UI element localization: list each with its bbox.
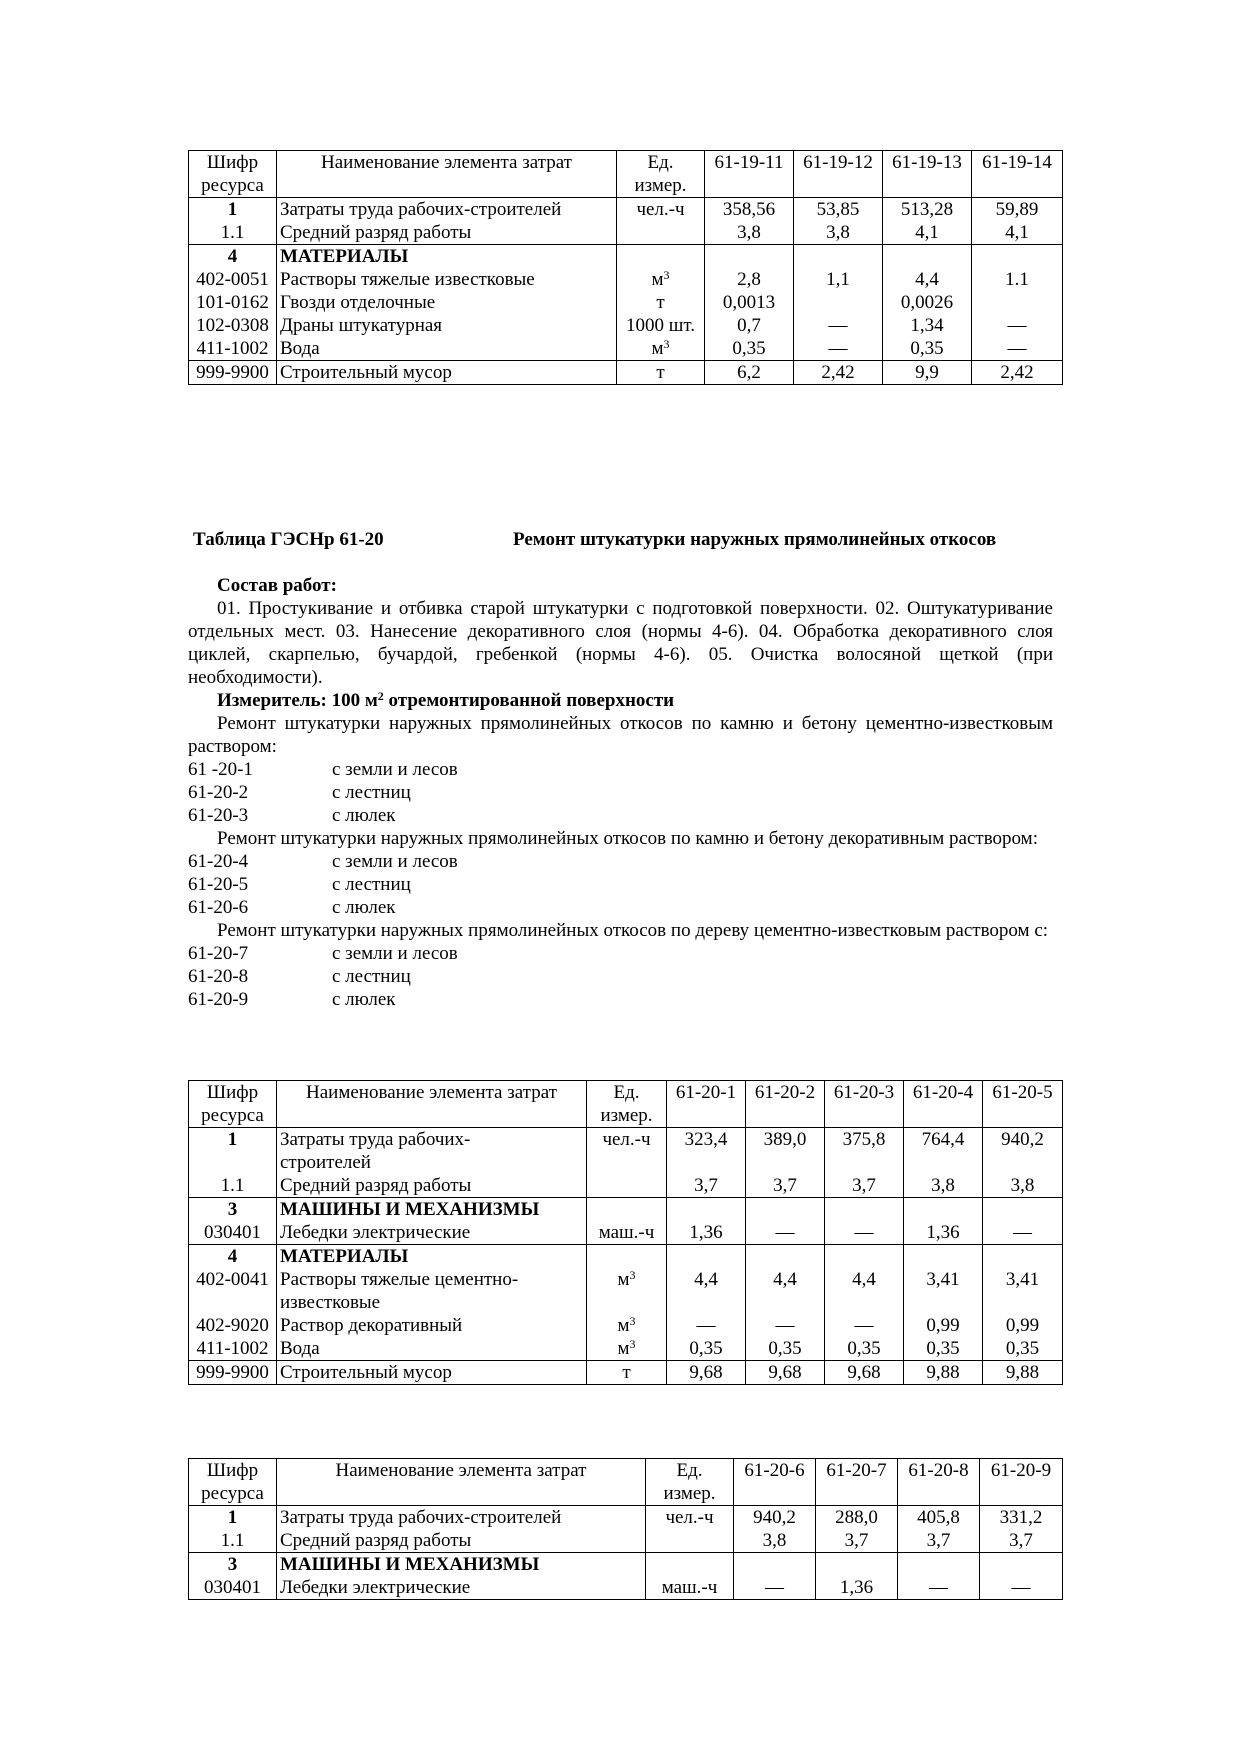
row-value: 6,2 <box>705 361 794 385</box>
row-value: 3,41 <box>904 1268 983 1314</box>
table-row <box>189 221 1063 245</box>
row-name: Затраты труда рабочих-строителей <box>277 1506 646 1530</box>
header-unit: Ед. измер. <box>587 1081 667 1128</box>
row-value: 331,2 <box>980 1506 1063 1530</box>
row-value: 0,0026 <box>883 291 972 314</box>
list-item: 61-20-8 с лестниц <box>188 966 411 987</box>
row-value: 4,1 <box>883 221 972 245</box>
row-code: 1.1 <box>189 1174 277 1198</box>
row-code: 999-9900 <box>189 1361 277 1385</box>
row-value: 1.1 <box>972 268 1063 291</box>
header-code: Шифр ресурса <box>189 1459 277 1506</box>
row-value: — <box>667 1314 746 1337</box>
row-value: 0,0013 <box>705 291 794 314</box>
row-name: Растворы тяжелые цементно- известковые <box>277 1268 587 1314</box>
row-code: 411-1002 <box>189 337 277 361</box>
header-unit: Ед. измер. <box>617 151 705 198</box>
row-unit: маш.-ч <box>587 1221 667 1245</box>
row-value: 4,4 <box>667 1268 746 1314</box>
row-value: 3,7 <box>816 1529 898 1553</box>
row-value: 288,0 <box>816 1506 898 1530</box>
row-name: МАТЕРИАЛЫ <box>277 1245 587 1269</box>
row-value: 3,8 <box>794 221 883 245</box>
table-row <box>189 198 1063 222</box>
row-name: Средний разряд работы <box>277 1174 587 1198</box>
header-name: Наименование элемента затрат <box>277 1459 646 1506</box>
row-value: 1,36 <box>667 1221 746 1245</box>
row-name: Средний разряд работы <box>277 221 617 245</box>
row-name: Средний разряд работы <box>277 1529 646 1553</box>
row-value: 513,28 <box>883 198 972 222</box>
table-code: Таблица ГЭСНр 61-20 <box>193 529 384 550</box>
row-code: 4 <box>189 245 277 269</box>
row-value: 4,1 <box>972 221 1063 245</box>
header-col: 61-20-4 <box>904 1081 983 1128</box>
row-value: 3,7 <box>898 1529 980 1553</box>
list-item: 61-20-9 с люлек <box>188 989 396 1010</box>
row-name: Лебедки электрические <box>277 1576 646 1600</box>
row-code: 999-9900 <box>189 361 277 385</box>
row-value: 1,1 <box>794 268 883 291</box>
row-value: — <box>898 1576 980 1600</box>
row-value: 0,7 <box>705 314 794 337</box>
row-value: 4,4 <box>825 1268 904 1314</box>
row-value: 0,35 <box>825 1337 904 1361</box>
resource-table-61-20-b <box>188 1458 1063 1600</box>
composition-heading: Состав работ: <box>217 575 337 596</box>
row-unit: чел.-ч <box>587 1128 667 1175</box>
table-row <box>189 1268 1063 1314</box>
row-unit: $м^3$ <box>617 268 705 291</box>
row-unit: 1000 шт. <box>617 314 705 337</box>
section-body <box>188 574 1053 1011</box>
row-unit: $м^3$ <box>587 1337 667 1361</box>
header-col: 61-20-3 <box>825 1081 904 1128</box>
resource-table-61-19 <box>188 150 1063 385</box>
row-name: Вода <box>277 1337 587 1361</box>
table-row <box>189 1245 1063 1269</box>
row-value <box>794 291 883 314</box>
row-name: Строительный мусор <box>277 1361 587 1385</box>
row-value: 2,42 <box>794 361 883 385</box>
row-code: 030401 <box>189 1221 277 1245</box>
table-row <box>189 1198 1063 1222</box>
row-value: 0,35 <box>904 1337 983 1361</box>
row-value: — <box>746 1221 825 1245</box>
table-row <box>189 245 1063 269</box>
header-name: Наименование элемента затрат <box>277 1081 587 1128</box>
row-unit: чел.-ч <box>617 198 705 222</box>
header-col: 61-20-9 <box>980 1459 1063 1506</box>
row-value: 3,8 <box>904 1174 983 1198</box>
row-value: 3,7 <box>980 1529 1063 1553</box>
row-value: 375,8 <box>825 1128 904 1175</box>
row-value: 59,89 <box>972 198 1063 222</box>
row-value: 940,2 <box>734 1506 816 1530</box>
table-title: Ремонт штукатурки наружных прямолинейных откосов <box>513 529 997 550</box>
table-row <box>189 1128 1063 1175</box>
row-value: — <box>972 337 1063 361</box>
row-value: 1,34 <box>883 314 972 337</box>
row-unit: т <box>617 291 705 314</box>
table-row <box>189 268 1063 291</box>
group-intro: Ремонт штукатурки наружных прямолинейных откосов по камню и бетону цементно-известковым раствором: <box>188 713 1053 757</box>
row-name: Вода <box>277 337 617 361</box>
row-code: 1 <box>189 1128 277 1175</box>
row-value: 3,8 <box>705 221 794 245</box>
row-value: — <box>794 337 883 361</box>
row-value: — <box>825 1314 904 1337</box>
row-value: 9,88 <box>904 1361 983 1385</box>
row-name: МАШИНЫ И МЕХАНИЗМЫ <box>277 1198 587 1222</box>
list-item: 61-20-4 с земли и лесов <box>188 851 458 872</box>
row-unit <box>646 1529 734 1553</box>
header-col: 61-20-8 <box>898 1459 980 1506</box>
composition-text: 01. Простукивание и отбивка старой штукатурки с подготовкой поверхности. 02. Оштукатуривание отдельных мест. 03. Нанесение декоративного слоя (нормы 4-6). 04. Обработка декоративного слоя циклей, скарпелью, бучардой, гребенкой (нормы 4-6). 05. Очистка волосяной щеткой (при необходимости). <box>188 598 1053 688</box>
row-name: Лебедки электрические <box>277 1221 587 1245</box>
row-value: 0,35 <box>667 1337 746 1361</box>
row-value: 9,9 <box>883 361 972 385</box>
table-row <box>189 1529 1063 1553</box>
row-unit: маш.-ч <box>646 1576 734 1600</box>
row-code: 411-1002 <box>189 1337 277 1361</box>
table-header-row <box>189 151 1063 198</box>
header-col: 61-19-14 <box>972 151 1063 198</box>
row-value: — <box>983 1221 1063 1245</box>
table-header-row <box>189 1459 1063 1506</box>
row-value: 4,4 <box>883 268 972 291</box>
table-row <box>189 1314 1063 1337</box>
row-value: 1,36 <box>904 1221 983 1245</box>
header-col: 61-20-7 <box>816 1459 898 1506</box>
row-name: Растворы тяжелые известковые <box>277 268 617 291</box>
table-row <box>189 337 1063 361</box>
row-name: Затраты труда рабочих-строителей <box>277 198 617 222</box>
row-value: 2,8 <box>705 268 794 291</box>
row-unit: т <box>587 1361 667 1385</box>
row-unit: чел.-ч <box>646 1506 734 1530</box>
row-value: 4,4 <box>746 1268 825 1314</box>
row-value: 3,8 <box>734 1529 816 1553</box>
row-code: 030401 <box>189 1576 277 1600</box>
list-item: 61-20-2 с лестниц <box>188 782 411 803</box>
row-value: — <box>746 1314 825 1337</box>
row-code: 1 <box>189 198 277 222</box>
row-value: 3,8 <box>983 1174 1063 1198</box>
row-unit: $м^3$ <box>617 337 705 361</box>
row-value: 0,35 <box>983 1337 1063 1361</box>
header-col: 61-20-6 <box>734 1459 816 1506</box>
row-unit: $м^3$ <box>587 1314 667 1337</box>
row-value: 764,4 <box>904 1128 983 1175</box>
group-intro: Ремонт штукатурки наружных прямолинейных откосов по дереву цементно-известковым раствором с: <box>217 920 1049 941</box>
header-col: 61-19-12 <box>794 151 883 198</box>
row-value: 3,7 <box>746 1174 825 1198</box>
row-name: МАШИНЫ И МЕХАНИЗМЫ <box>277 1553 646 1577</box>
table-row <box>189 1506 1063 1530</box>
header-code: Шифр ресурса <box>189 1081 277 1128</box>
row-code: 402-0051 <box>189 268 277 291</box>
row-name: МАТЕРИАЛЫ <box>277 245 617 269</box>
row-value: 323,4 <box>667 1128 746 1175</box>
row-name: Строительный мусор <box>277 361 617 385</box>
row-value: — <box>825 1221 904 1245</box>
row-value: 3,41 <box>983 1268 1063 1314</box>
group-intro: Ремонт штукатурки наружных прямолинейных откосов по камню и бетону декоративным раствором: <box>217 828 1038 849</box>
row-code: 1 <box>189 1506 277 1530</box>
row-unit <box>617 221 705 245</box>
header-col: 61-20-1 <box>667 1081 746 1128</box>
row-code: 1.1 <box>189 1529 277 1553</box>
header-col: 61-20-5 <box>983 1081 1063 1128</box>
table-header-row <box>189 1081 1063 1128</box>
row-value: 9,88 <box>983 1361 1063 1385</box>
list-item: 61 -20-1 с земли и лесов <box>188 759 458 780</box>
table-row <box>189 291 1063 314</box>
row-name: Затраты труда рабочих- строителей <box>277 1128 587 1175</box>
row-code: 3 <box>189 1553 277 1577</box>
header-col: 61-20-2 <box>746 1081 825 1128</box>
list-item: 61-20-7 с земли и лесов <box>188 943 458 964</box>
row-value: 1,36 <box>816 1576 898 1600</box>
row-value: 0,35 <box>883 337 972 361</box>
list-item: 61-20-5 с лестниц <box>188 874 411 895</box>
resource-table-61-20-a <box>188 1080 1063 1385</box>
row-value: 0,99 <box>983 1314 1063 1337</box>
row-code: 402-0041 <box>189 1268 277 1314</box>
row-value: — <box>972 314 1063 337</box>
row-value: 9,68 <box>667 1361 746 1385</box>
table-row <box>189 1174 1063 1198</box>
row-value: 3,7 <box>825 1174 904 1198</box>
row-value: 940,2 <box>983 1128 1063 1175</box>
row-code: 3 <box>189 1198 277 1222</box>
row-name: Гвозди отделочные <box>277 291 617 314</box>
list-item: 61-20-6 с люлек <box>188 897 396 918</box>
row-unit: $м^3$ <box>587 1268 667 1314</box>
row-value: 0,35 <box>746 1337 825 1361</box>
row-code: 101-0162 <box>189 291 277 314</box>
row-value <box>972 291 1063 314</box>
row-value: 0,99 <box>904 1314 983 1337</box>
table-row <box>189 1337 1063 1361</box>
row-value: 2,42 <box>972 361 1063 385</box>
row-value: 405,8 <box>898 1506 980 1530</box>
table-row <box>189 1361 1063 1385</box>
table-row <box>189 1576 1063 1600</box>
row-value: 53,85 <box>794 198 883 222</box>
row-value: — <box>794 314 883 337</box>
row-value: 0,35 <box>705 337 794 361</box>
header-col: 61-19-13 <box>883 151 972 198</box>
row-value: 389,0 <box>746 1128 825 1175</box>
row-value: 9,68 <box>746 1361 825 1385</box>
list-item: 61-20-3 с люлек <box>188 805 396 826</box>
table-row <box>189 1221 1063 1245</box>
header-name: Наименование элемента затрат <box>277 151 617 198</box>
row-value: 358,56 <box>705 198 794 222</box>
row-code: 4 <box>189 1245 277 1269</box>
row-value: 3,7 <box>667 1174 746 1198</box>
row-unit: т <box>617 361 705 385</box>
header-code: Шифр ресурса <box>189 151 277 198</box>
row-code: 102-0308 <box>189 314 277 337</box>
row-code: 1.1 <box>189 221 277 245</box>
row-value: 9,68 <box>825 1361 904 1385</box>
table-row <box>189 314 1063 337</box>
header-unit: Ед. измер. <box>646 1459 734 1506</box>
row-code: 402-9020 <box>189 1314 277 1337</box>
row-name: Драны штукатурная <box>277 314 617 337</box>
row-value: — <box>980 1576 1063 1600</box>
table-row <box>189 361 1063 385</box>
row-name: Раствор декоративный <box>277 1314 587 1337</box>
row-unit <box>587 1174 667 1198</box>
row-value: — <box>734 1576 816 1600</box>
table-row <box>189 1553 1063 1577</box>
meter-line: Измеритель: 100 $м^2$ отремонтированной поверхности <box>217 689 675 711</box>
header-col: 61-19-11 <box>705 151 794 198</box>
